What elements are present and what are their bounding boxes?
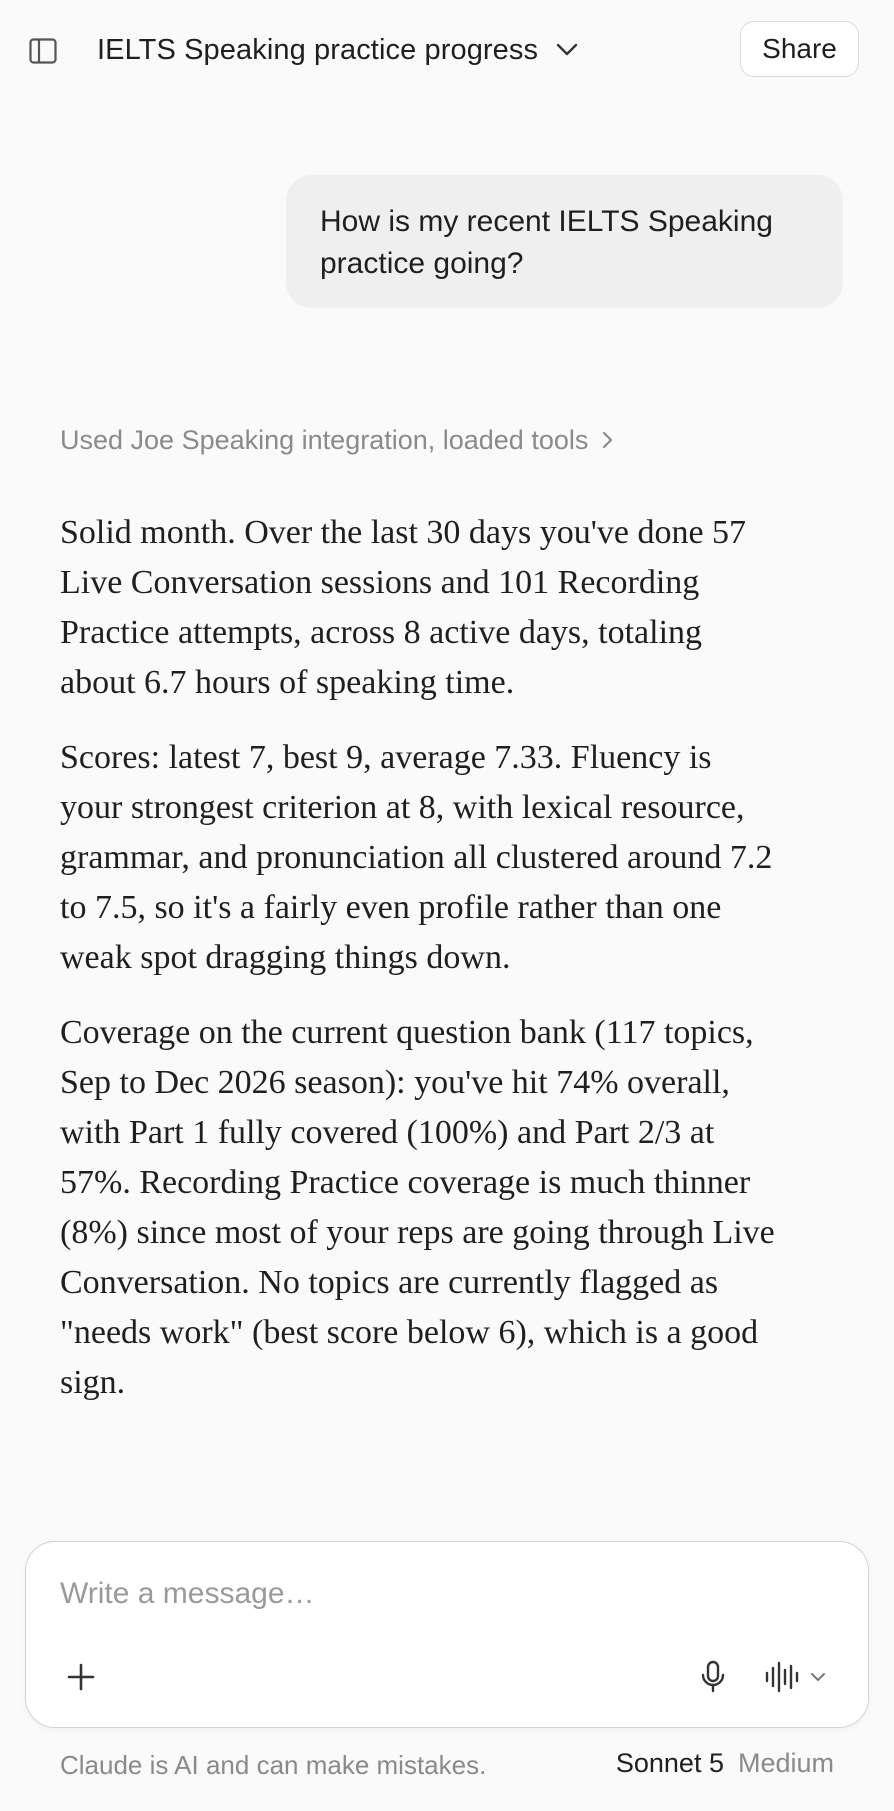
header [0,0,894,100]
assistant-paragraph: Coverage on the current question bank (117 topics, Sep to Dec 2026 season): you've hit 74% overall, with Part 1 fully covered (100%) and Part 2/3 at 57%. Recording Practice coverage is much thinner (8%) since most of your reps are going through Live Conversation. No topics are currently flagged as "needs work" (best score below 6), which is a good sign. [60,1014,775,1401]
ai-disclaimer: Claude is AI and can make mistakes. [60,1750,487,1780]
tool-use-label: Used Joe Speaking integration, loaded tools [60,424,589,455]
chevron-down-icon [810,1672,826,1682]
dictation-button[interactable] [688,1652,738,1702]
sidebar-toggle-icon [29,38,57,64]
assistant-paragraph: Solid month. Over the last 30 days you've done 57 Live Conversation sessions and 101 Recording Practice attempts, across 8 active days, totaling about 6.7 hours of speaking time. [60,514,747,701]
conversation-title-dropdown[interactable] [97,26,578,74]
microphone-icon [700,1660,726,1694]
model-effort: Medium [737,1748,834,1778]
model-selector[interactable] [616,1748,834,1779]
conversation-title: IELTS Speaking practice progress [97,33,539,66]
tool-use-summary[interactable] [60,420,614,460]
voice-waveform-icon [764,1661,800,1693]
sidebar-toggle-button[interactable] [22,30,64,72]
assistant-message [60,508,780,1433]
share-button[interactable]: Share [740,21,859,77]
chevron-down-icon [556,43,578,57]
add-attachment-button[interactable] [56,1652,106,1702]
voice-mode-button[interactable] [764,1652,844,1702]
model-name: Sonnet 5 [615,1748,724,1778]
message-composer [25,1541,869,1728]
message-input[interactable] [60,1570,820,1618]
user-message: How is my recent IELTS Speaking practice going? [286,175,843,308]
scroll-fade [0,1440,894,1540]
plus-icon [66,1662,96,1692]
assistant-paragraph: Scores: latest 7, best 9, average 7.33. Fluency is your strongest criterion at 8, with lexical resource, grammar, and pronunciation all clustered around 7.2 to 7.5, so it's a fairly even profile rather than one weak spot dragging things down. [60,739,773,976]
chevron-right-icon [602,431,614,449]
